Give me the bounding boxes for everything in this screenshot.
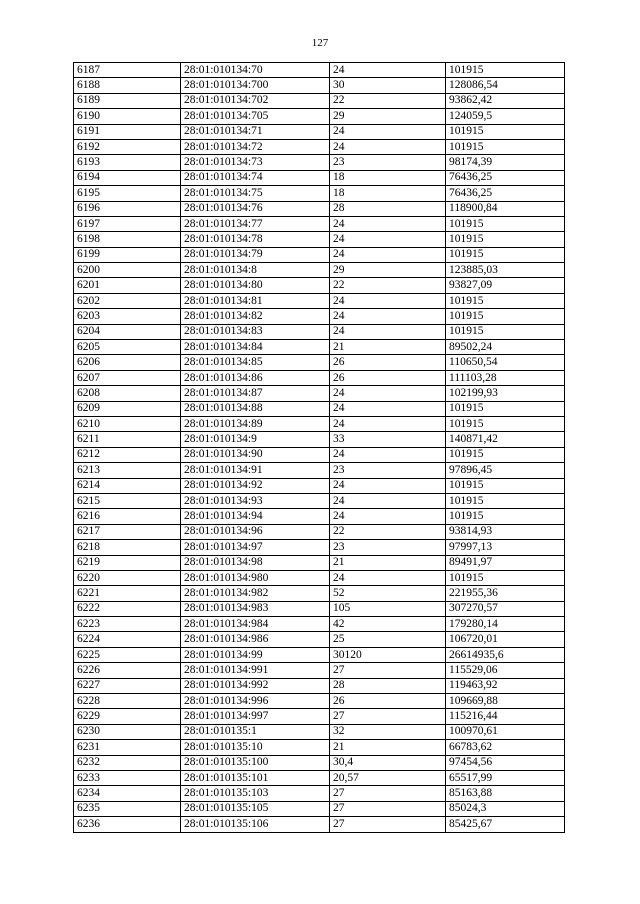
row-number-cell: 6211	[74, 432, 181, 447]
table-row	[74, 340, 565, 355]
cadastral-number-cell: 28:01:010134:76	[181, 201, 330, 216]
value-cell: 100970,61	[446, 724, 565, 739]
cadastral-number-cell: 28:01:010135:1	[181, 724, 330, 739]
table-row	[74, 201, 565, 216]
area-cell: 27	[330, 817, 446, 832]
table-row	[74, 386, 565, 401]
cadastral-number-cell: 28:01:010135:101	[181, 770, 330, 785]
cadastral-number-cell: 28:01:010134:93	[181, 493, 330, 508]
cadastral-number-cell: 28:01:010134:75	[181, 186, 330, 201]
row-number-cell: 6236	[74, 817, 181, 832]
area-cell: 24	[330, 570, 446, 585]
area-cell: 26	[330, 355, 446, 370]
table-row	[74, 555, 565, 570]
value-cell: 140871,42	[446, 432, 565, 447]
area-cell: 24	[330, 401, 446, 416]
cadastral-number-cell: 28:01:010134:70	[181, 63, 330, 78]
area-cell: 18	[330, 186, 446, 201]
table-row	[74, 78, 565, 93]
table-row	[74, 493, 565, 508]
cadastral-number-cell: 28:01:010134:996	[181, 694, 330, 709]
area-cell: 18	[330, 170, 446, 185]
row-number-cell: 6202	[74, 293, 181, 308]
area-cell: 30	[330, 78, 446, 93]
table-row	[74, 278, 565, 293]
area-cell: 21	[330, 555, 446, 570]
value-cell: 118900,84	[446, 201, 565, 216]
value-cell: 123885,03	[446, 263, 565, 278]
value-cell: 85163,88	[446, 786, 565, 801]
cadastral-number-cell: 28:01:010134:84	[181, 340, 330, 355]
row-number-cell: 6217	[74, 524, 181, 539]
area-cell: 26	[330, 694, 446, 709]
cadastral-number-cell: 28:01:010134:983	[181, 601, 330, 616]
cadastral-number-cell: 28:01:010134:71	[181, 124, 330, 139]
row-number-cell: 6234	[74, 786, 181, 801]
area-cell: 42	[330, 617, 446, 632]
area-cell: 28	[330, 201, 446, 216]
cadastral-number-cell: 28:01:010134:98	[181, 555, 330, 570]
value-cell: 89491,97	[446, 555, 565, 570]
cadastral-number-cell: 28:01:010134:984	[181, 617, 330, 632]
cadastral-number-cell: 28:01:010134:91	[181, 463, 330, 478]
table-row	[74, 432, 565, 447]
value-cell: 101915	[446, 139, 565, 154]
row-number-cell: 6207	[74, 370, 181, 385]
value-cell: 101915	[446, 570, 565, 585]
area-cell: 27	[330, 663, 446, 678]
table-row	[74, 570, 565, 585]
value-cell: 307270,57	[446, 601, 565, 616]
table-row	[74, 724, 565, 739]
row-number-cell: 6197	[74, 216, 181, 231]
cadastral-number-cell: 28:01:010134:72	[181, 139, 330, 154]
row-number-cell: 6187	[74, 63, 181, 78]
row-number-cell: 6223	[74, 617, 181, 632]
row-number-cell: 6201	[74, 278, 181, 293]
value-cell: 119463,92	[446, 678, 565, 693]
cadastral-number-cell: 28:01:010134:99	[181, 647, 330, 662]
cadastral-number-cell: 28:01:010134:8	[181, 263, 330, 278]
table-row	[74, 801, 565, 816]
value-cell: 101915	[446, 216, 565, 231]
row-number-cell: 6200	[74, 263, 181, 278]
table-row	[74, 109, 565, 124]
value-cell: 106720,01	[446, 632, 565, 647]
value-cell: 97997,13	[446, 540, 565, 555]
area-cell: 26	[330, 370, 446, 385]
area-cell: 30,4	[330, 755, 446, 770]
area-cell: 23	[330, 463, 446, 478]
row-number-cell: 6210	[74, 416, 181, 431]
cadastral-number-cell: 28:01:010134:992	[181, 678, 330, 693]
area-cell: 22	[330, 524, 446, 539]
value-cell: 111103,28	[446, 370, 565, 385]
value-cell: 101915	[446, 293, 565, 308]
cadastral-number-cell: 28:01:010134:986	[181, 632, 330, 647]
cadastral-number-cell: 28:01:010134:702	[181, 93, 330, 108]
table-row	[74, 617, 565, 632]
registry-table	[73, 62, 565, 833]
row-number-cell: 6218	[74, 540, 181, 555]
cadastral-number-cell: 28:01:010134:97	[181, 540, 330, 555]
value-cell: 93827,09	[446, 278, 565, 293]
value-cell: 101915	[446, 309, 565, 324]
cadastral-number-cell: 28:01:010134:90	[181, 447, 330, 462]
row-number-cell: 6235	[74, 801, 181, 816]
value-cell: 221955,36	[446, 586, 565, 601]
row-number-cell: 6231	[74, 740, 181, 755]
row-number-cell: 6208	[74, 386, 181, 401]
area-cell: 22	[330, 278, 446, 293]
area-cell: 105	[330, 601, 446, 616]
row-number-cell: 6222	[74, 601, 181, 616]
table-row	[74, 370, 565, 385]
cadastral-number-cell: 28:01:010134:991	[181, 663, 330, 678]
cadastral-number-cell: 28:01:010134:88	[181, 401, 330, 416]
area-cell: 21	[330, 340, 446, 355]
cadastral-number-cell: 28:01:010134:700	[181, 78, 330, 93]
row-number-cell: 6190	[74, 109, 181, 124]
row-number-cell: 6203	[74, 309, 181, 324]
table-row	[74, 632, 565, 647]
row-number-cell: 6230	[74, 724, 181, 739]
value-cell: 66783,62	[446, 740, 565, 755]
cadastral-number-cell: 28:01:010134:77	[181, 216, 330, 231]
area-cell: 23	[330, 540, 446, 555]
area-cell: 32	[330, 724, 446, 739]
table-row	[74, 416, 565, 431]
value-cell: 97896,45	[446, 463, 565, 478]
table-row	[74, 124, 565, 139]
value-cell: 89502,24	[446, 340, 565, 355]
value-cell: 115216,44	[446, 709, 565, 724]
table-row	[74, 709, 565, 724]
row-number-cell: 6225	[74, 647, 181, 662]
table-row	[74, 155, 565, 170]
table-row	[74, 324, 565, 339]
table-row	[74, 63, 565, 78]
area-cell: 30120	[330, 647, 446, 662]
table-row	[74, 216, 565, 231]
value-cell: 124059,5	[446, 109, 565, 124]
row-number-cell: 6213	[74, 463, 181, 478]
table-row	[74, 770, 565, 785]
table-row	[74, 524, 565, 539]
table-row	[74, 463, 565, 478]
table-row	[74, 401, 565, 416]
value-cell: 85425,67	[446, 817, 565, 832]
row-number-cell: 6216	[74, 509, 181, 524]
row-number-cell: 6199	[74, 247, 181, 262]
area-cell: 24	[330, 509, 446, 524]
row-number-cell: 6188	[74, 78, 181, 93]
row-number-cell: 6209	[74, 401, 181, 416]
table-row	[74, 740, 565, 755]
area-cell: 24	[330, 139, 446, 154]
value-cell: 93814,93	[446, 524, 565, 539]
page-number: 127	[311, 37, 329, 49]
area-cell: 27	[330, 709, 446, 724]
area-cell: 24	[330, 63, 446, 78]
value-cell: 65517,99	[446, 770, 565, 785]
area-cell: 29	[330, 263, 446, 278]
cadastral-number-cell: 28:01:010134:74	[181, 170, 330, 185]
value-cell: 101915	[446, 493, 565, 508]
value-cell: 101915	[446, 416, 565, 431]
table-row	[74, 601, 565, 616]
area-cell: 23	[330, 155, 446, 170]
area-cell: 24	[330, 309, 446, 324]
table-row	[74, 586, 565, 601]
row-number-cell: 6189	[74, 93, 181, 108]
cadastral-number-cell: 28:01:010135:105	[181, 801, 330, 816]
area-cell: 24	[330, 293, 446, 308]
table-row	[74, 170, 565, 185]
table-row	[74, 509, 565, 524]
row-number-cell: 6220	[74, 570, 181, 585]
row-number-cell: 6198	[74, 232, 181, 247]
table-row	[74, 694, 565, 709]
value-cell: 101915	[446, 124, 565, 139]
row-number-cell: 6221	[74, 586, 181, 601]
row-number-cell: 6193	[74, 155, 181, 170]
table-row	[74, 93, 565, 108]
area-cell: 24	[330, 478, 446, 493]
area-cell: 22	[330, 93, 446, 108]
row-number-cell: 6214	[74, 478, 181, 493]
table-row	[74, 786, 565, 801]
area-cell: 33	[330, 432, 446, 447]
area-cell: 27	[330, 786, 446, 801]
cadastral-number-cell: 28:01:010135:106	[181, 817, 330, 832]
registry-table-body	[74, 63, 565, 833]
value-cell: 101915	[446, 509, 565, 524]
row-number-cell: 6212	[74, 447, 181, 462]
cadastral-number-cell: 28:01:010134:73	[181, 155, 330, 170]
table-row	[74, 663, 565, 678]
cadastral-number-cell: 28:01:010134:997	[181, 709, 330, 724]
table-row	[74, 540, 565, 555]
cadastral-number-cell: 28:01:010134:87	[181, 386, 330, 401]
row-number-cell: 6224	[74, 632, 181, 647]
row-number-cell: 6215	[74, 493, 181, 508]
row-number-cell: 6192	[74, 139, 181, 154]
area-cell: 24	[330, 232, 446, 247]
table-row	[74, 678, 565, 693]
value-cell: 101915	[446, 401, 565, 416]
value-cell: 93862,42	[446, 93, 565, 108]
cadastral-number-cell: 28:01:010134:82	[181, 309, 330, 324]
cadastral-number-cell: 28:01:010135:100	[181, 755, 330, 770]
table-row	[74, 355, 565, 370]
table-row	[74, 293, 565, 308]
area-cell: 24	[330, 324, 446, 339]
row-number-cell: 6195	[74, 186, 181, 201]
value-cell: 109669,88	[446, 694, 565, 709]
row-number-cell: 6204	[74, 324, 181, 339]
table-row	[74, 309, 565, 324]
area-cell: 27	[330, 801, 446, 816]
value-cell: 101915	[446, 478, 565, 493]
value-cell: 102199,93	[446, 386, 565, 401]
cadastral-number-cell: 28:01:010134:92	[181, 478, 330, 493]
area-cell: 24	[330, 447, 446, 462]
area-cell: 24	[330, 124, 446, 139]
table-row	[74, 247, 565, 262]
value-cell: 128086,54	[446, 78, 565, 93]
value-cell: 76436,25	[446, 186, 565, 201]
table-row	[74, 186, 565, 201]
value-cell: 98174,39	[446, 155, 565, 170]
area-cell: 21	[330, 740, 446, 755]
value-cell: 101915	[446, 447, 565, 462]
row-number-cell: 6229	[74, 709, 181, 724]
cadastral-number-cell: 28:01:010134:982	[181, 586, 330, 601]
area-cell: 24	[330, 416, 446, 431]
value-cell: 179280,14	[446, 617, 565, 632]
cadastral-number-cell: 28:01:010134:94	[181, 509, 330, 524]
value-cell: 97454,56	[446, 755, 565, 770]
area-cell: 52	[330, 586, 446, 601]
cadastral-number-cell: 28:01:010134:80	[181, 278, 330, 293]
table-row	[74, 478, 565, 493]
cadastral-number-cell: 28:01:010135:103	[181, 786, 330, 801]
row-number-cell: 6219	[74, 555, 181, 570]
row-number-cell: 6232	[74, 755, 181, 770]
value-cell: 101915	[446, 324, 565, 339]
cadastral-number-cell: 28:01:010134:85	[181, 355, 330, 370]
value-cell: 101915	[446, 232, 565, 247]
table-row	[74, 263, 565, 278]
row-number-cell: 6226	[74, 663, 181, 678]
table-row	[74, 232, 565, 247]
area-cell: 24	[330, 386, 446, 401]
cadastral-number-cell: 28:01:010134:83	[181, 324, 330, 339]
value-cell: 85024,3	[446, 801, 565, 816]
area-cell: 25	[330, 632, 446, 647]
cadastral-number-cell: 28:01:010134:89	[181, 416, 330, 431]
cadastral-number-cell: 28:01:010134:980	[181, 570, 330, 585]
row-number-cell: 6205	[74, 340, 181, 355]
value-cell: 101915	[446, 247, 565, 262]
area-cell: 20,57	[330, 770, 446, 785]
row-number-cell: 6191	[74, 124, 181, 139]
value-cell: 26614935,6	[446, 647, 565, 662]
row-number-cell: 6206	[74, 355, 181, 370]
table-row	[74, 447, 565, 462]
cadastral-number-cell: 28:01:010134:86	[181, 370, 330, 385]
row-number-cell: 6194	[74, 170, 181, 185]
table-row	[74, 139, 565, 154]
row-number-cell: 6228	[74, 694, 181, 709]
cadastral-number-cell: 28:01:010134:81	[181, 293, 330, 308]
cadastral-number-cell: 28:01:010134:96	[181, 524, 330, 539]
area-cell: 24	[330, 216, 446, 231]
value-cell: 76436,25	[446, 170, 565, 185]
table-row	[74, 647, 565, 662]
area-cell: 24	[330, 247, 446, 262]
cadastral-number-cell: 28:01:010134:79	[181, 247, 330, 262]
cadastral-number-cell: 28:01:010134:9	[181, 432, 330, 447]
cadastral-number-cell: 28:01:010134:78	[181, 232, 330, 247]
cadastral-number-cell: 28:01:010134:705	[181, 109, 330, 124]
area-cell: 28	[330, 678, 446, 693]
row-number-cell: 6196	[74, 201, 181, 216]
table-row	[74, 755, 565, 770]
value-cell: 101915	[446, 63, 565, 78]
value-cell: 115529,06	[446, 663, 565, 678]
value-cell: 110650,54	[446, 355, 565, 370]
table-row	[74, 817, 565, 832]
cadastral-number-cell: 28:01:010135:10	[181, 740, 330, 755]
area-cell: 24	[330, 493, 446, 508]
row-number-cell: 6227	[74, 678, 181, 693]
row-number-cell: 6233	[74, 770, 181, 785]
area-cell: 29	[330, 109, 446, 124]
